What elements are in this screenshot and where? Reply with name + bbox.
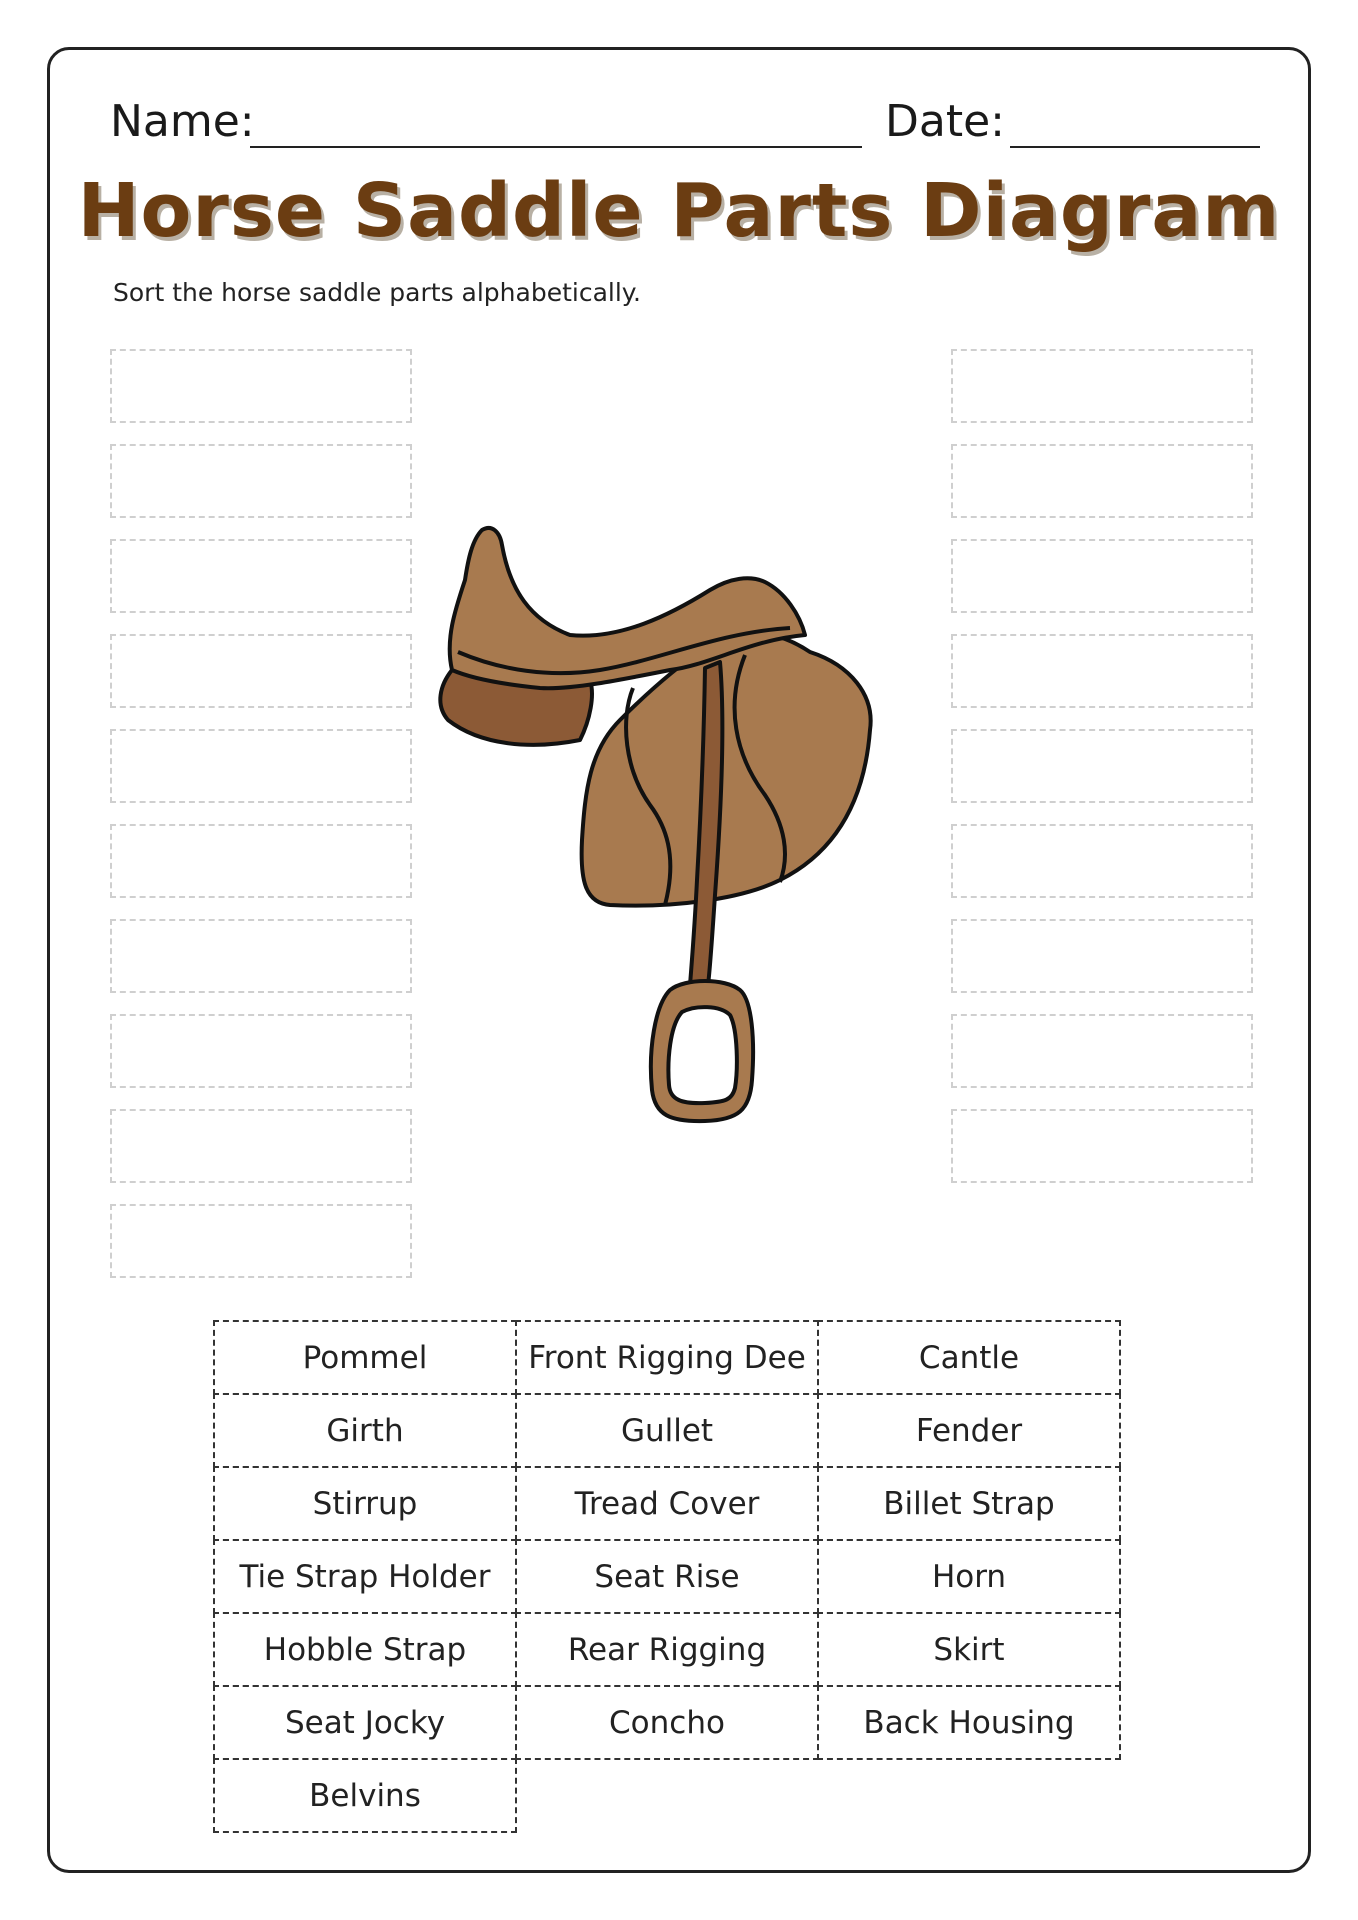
answer-box[interactable] (951, 1109, 1253, 1183)
name-line (250, 146, 862, 148)
answer-box[interactable] (110, 539, 412, 613)
saddle-icon (420, 520, 950, 1150)
answer-box[interactable] (951, 349, 1253, 423)
answer-box[interactable] (110, 1109, 412, 1183)
answer-box[interactable] (110, 634, 412, 708)
word-card[interactable]: Girth (213, 1393, 517, 1468)
word-card[interactable]: Belvins (213, 1758, 517, 1833)
word-card[interactable]: Hobble Strap (213, 1612, 517, 1687)
word-card[interactable]: Fender (817, 1393, 1121, 1468)
word-card[interactable]: Billet Strap (817, 1466, 1121, 1541)
name-label: Name: (110, 96, 255, 147)
word-card[interactable]: Pommel (213, 1320, 517, 1395)
word-card[interactable]: Back Housing (817, 1685, 1121, 1760)
word-card[interactable]: Gullet (515, 1393, 819, 1468)
word-card[interactable]: Rear Rigging (515, 1612, 819, 1687)
word-card[interactable]: Skirt (817, 1612, 1121, 1687)
word-card[interactable]: Tread Cover (515, 1466, 819, 1541)
answer-box[interactable] (951, 824, 1253, 898)
word-card[interactable]: Seat Jocky (213, 1685, 517, 1760)
answer-box[interactable] (110, 1204, 412, 1278)
answer-box[interactable] (110, 1014, 412, 1088)
answer-box[interactable] (110, 824, 412, 898)
word-card[interactable]: Cantle (817, 1320, 1121, 1395)
answer-box[interactable] (951, 539, 1253, 613)
answer-box[interactable] (951, 634, 1253, 708)
word-card[interactable]: Concho (515, 1685, 819, 1760)
word-card[interactable]: Horn (817, 1539, 1121, 1614)
answer-box[interactable] (951, 1014, 1253, 1088)
date-label: Date: (885, 96, 1005, 147)
instruction-text: Sort the horse saddle parts alphabetically. (113, 278, 641, 307)
word-card[interactable]: Seat Rise (515, 1539, 819, 1614)
answer-box[interactable] (951, 729, 1253, 803)
word-bank (213, 1320, 1119, 1831)
answer-box[interactable] (951, 444, 1253, 518)
word-card[interactable]: Front Rigging Dee (515, 1320, 819, 1395)
answer-box[interactable] (110, 919, 412, 993)
word-card[interactable]: Tie Strap Holder (213, 1539, 517, 1614)
answer-box[interactable] (951, 919, 1253, 993)
page-title: Horse Saddle Parts Diagram (77, 168, 1281, 254)
answer-box[interactable] (110, 444, 412, 518)
word-card[interactable]: Stirrup (213, 1466, 517, 1541)
date-line (1010, 146, 1260, 148)
answer-box[interactable] (110, 349, 412, 423)
answer-box[interactable] (110, 729, 412, 803)
